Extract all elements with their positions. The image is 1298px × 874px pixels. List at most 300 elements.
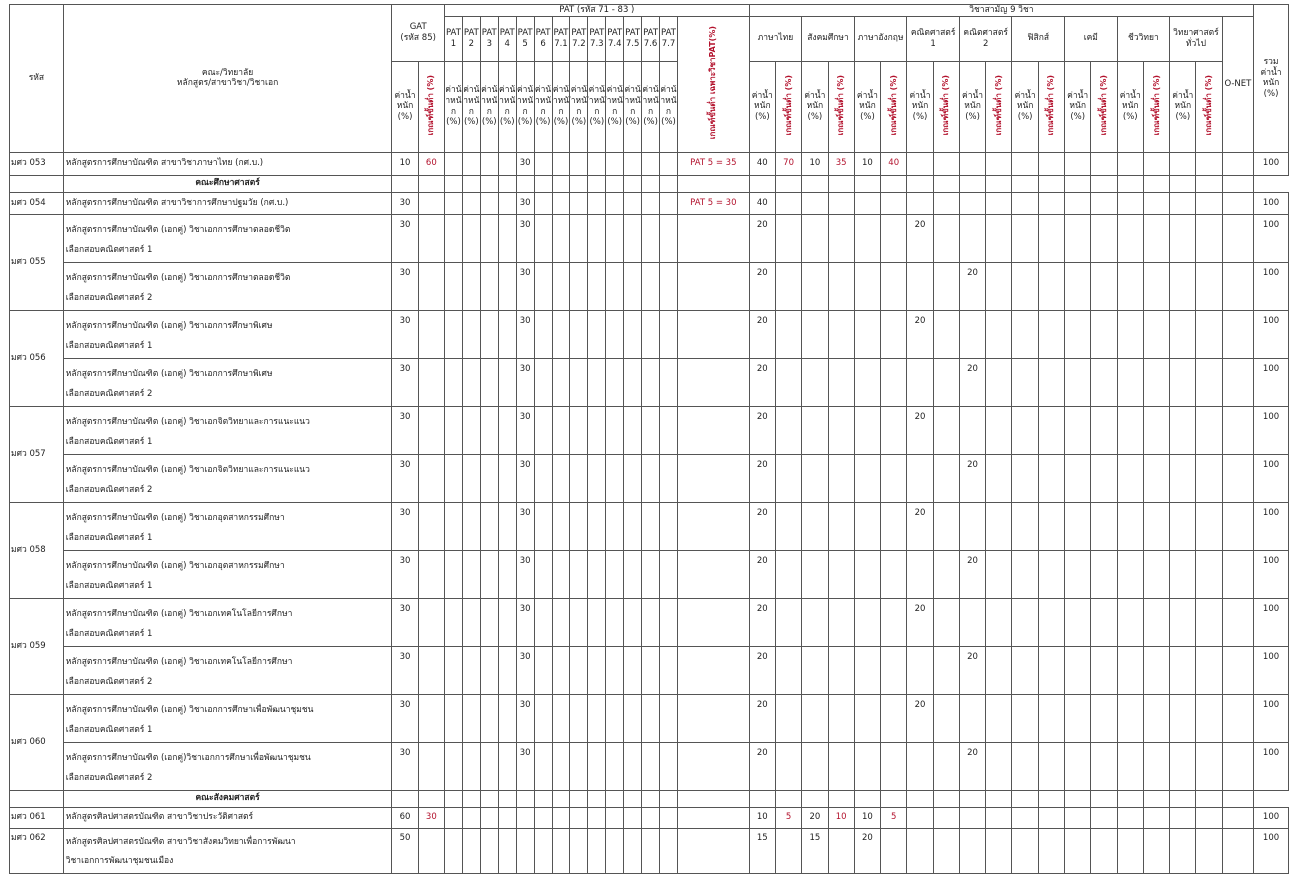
gat-weight: 30 — [392, 262, 418, 310]
subject-min — [1143, 828, 1169, 873]
gat-weight: 30 — [392, 192, 418, 214]
subject-min — [1091, 214, 1117, 262]
subject-weight: 20 — [749, 358, 775, 406]
subject-min — [1038, 742, 1064, 790]
subject-label: คณิตศาสตร์ 1 — [910, 28, 956, 49]
subject-weight: 20 — [907, 502, 933, 550]
pat-weight — [588, 598, 606, 646]
subject-min — [1038, 694, 1064, 742]
pat-min — [677, 454, 749, 502]
pat-weight — [552, 358, 570, 406]
pat-weight — [570, 807, 588, 828]
weight-label: ค่าน้ำหนัก (%) — [481, 85, 498, 128]
pat-weight — [462, 646, 480, 694]
pat-weight — [588, 214, 606, 262]
pat-weight — [462, 192, 480, 214]
pat-weight — [534, 646, 552, 694]
subject-weight — [854, 550, 880, 598]
program-line-1: หลักสูตรการศึกษาบัณฑิต (เอกคู่) วิชาเอกอุตสาหกรรมศึกษา — [65, 560, 285, 571]
subject-min — [1091, 502, 1117, 550]
blank-cell — [933, 790, 959, 807]
subject-min — [933, 454, 959, 502]
subject-weight — [802, 192, 828, 214]
pat-col-header — [660, 16, 678, 61]
pat-weight — [534, 152, 552, 175]
pat-weight — [516, 807, 534, 828]
pat-col-top: PAT — [571, 28, 587, 38]
pat-weight — [642, 502, 660, 550]
pat-weight — [606, 694, 624, 742]
program-line-2: เลือกสอบคณิตศาสตร์ 2 — [65, 388, 153, 399]
blank-cell — [1038, 175, 1064, 192]
subject-min — [1038, 807, 1064, 828]
subject-min: 5 — [881, 807, 907, 828]
subject-min — [1038, 502, 1064, 550]
subject-min — [1091, 550, 1117, 598]
pat-weight — [570, 192, 588, 214]
gat-min — [418, 502, 444, 550]
pat-weight — [462, 502, 480, 550]
blank-cell — [1012, 790, 1038, 807]
gat-weight: 10 — [392, 152, 418, 175]
pat-weight — [570, 598, 588, 646]
pat-weight — [498, 502, 516, 550]
pat-min — [677, 358, 749, 406]
pat-col-num: 7.3 — [590, 38, 604, 49]
blank-cell — [1222, 790, 1253, 807]
pat-weight — [660, 262, 678, 310]
subject-min — [828, 646, 854, 694]
subject-min — [828, 454, 854, 502]
subject-weight — [802, 406, 828, 454]
subject-weight — [854, 646, 880, 694]
pat-weight — [624, 598, 642, 646]
subject-weight — [802, 550, 828, 598]
total-weight: 100 — [1254, 550, 1289, 598]
subject-min — [1091, 358, 1117, 406]
subject-weight — [802, 646, 828, 694]
subject-min — [775, 192, 801, 214]
total-weight-header — [1254, 5, 1289, 153]
pat-weight — [606, 646, 624, 694]
blank-cell — [854, 790, 880, 807]
blank-cell — [588, 175, 606, 192]
subject-weight — [802, 262, 828, 310]
program-code: มศว 059 — [10, 598, 64, 694]
subject-weight — [1117, 646, 1143, 694]
pat-col-header — [462, 16, 480, 61]
pat-weight — [534, 406, 552, 454]
onet-weight — [1222, 807, 1253, 828]
gat-weight: 30 — [392, 406, 418, 454]
subject-min — [1196, 310, 1222, 358]
pat-weight — [624, 828, 642, 873]
program-name — [63, 742, 392, 790]
pat-col-num: 7.7 — [661, 38, 676, 49]
pat-min — [677, 646, 749, 694]
weight-header — [570, 61, 588, 152]
weight-header — [392, 61, 418, 152]
subject-min — [986, 807, 1012, 828]
pat-weight — [462, 358, 480, 406]
weight-header — [802, 61, 828, 152]
min-label: เกณฑ์ขั้นต่ำ (%) — [1204, 74, 1214, 135]
pat-weight — [570, 742, 588, 790]
pat-weight — [480, 598, 498, 646]
subject-min — [775, 502, 801, 550]
subject-weight — [1117, 502, 1143, 550]
program-name — [63, 550, 392, 598]
pat-weight — [498, 742, 516, 790]
subject-min — [881, 214, 907, 262]
subject-header — [1012, 16, 1065, 61]
subject-weight — [1170, 454, 1196, 502]
weight-label: ค่าน้ำหนัก (%) — [606, 85, 623, 128]
pat-weight — [480, 214, 498, 262]
weight-header — [624, 61, 642, 152]
subject-min — [1091, 192, 1117, 214]
pat-weight — [624, 358, 642, 406]
subject-weight: 40 — [749, 192, 775, 214]
blank-cell — [392, 175, 418, 192]
weight-label: ค่าน้ำหนัก (%) — [856, 90, 878, 122]
subject-weight — [1117, 598, 1143, 646]
program-line-1: หลักสูตรการศึกษาบัณฑิต (เอกคู่) วิชาเอกการศึกษาพิเศษ — [65, 320, 273, 331]
subject-weight — [1170, 550, 1196, 598]
pat-col-top: PAT — [445, 28, 461, 38]
pat-weight — [480, 358, 498, 406]
subject-weight — [1065, 694, 1091, 742]
weight-label: ค่าน้ำหนัก (%) — [660, 85, 677, 128]
pat-weight — [570, 310, 588, 358]
subject-min — [1143, 152, 1169, 175]
blank-cell — [1170, 175, 1196, 192]
min-label: เกณฑ์ขั้นต่ำ (%) — [1151, 74, 1161, 135]
pat-weight — [588, 192, 606, 214]
subject-min — [881, 828, 907, 873]
subject-min: 40 — [881, 152, 907, 175]
min-header — [1196, 61, 1222, 152]
subject-min — [1038, 828, 1064, 873]
subject-weight — [854, 454, 880, 502]
program-name — [63, 310, 392, 358]
subject-weight — [1117, 807, 1143, 828]
program-header-label: หลักสูตร/สาขาวิชา/วิชาเอก — [176, 78, 279, 89]
subject-weight: 20 — [959, 646, 985, 694]
pat-weight — [480, 406, 498, 454]
pat-weight — [642, 694, 660, 742]
total-weight: 100 — [1254, 598, 1289, 646]
pat-weight — [588, 742, 606, 790]
blank-cell — [444, 790, 462, 807]
subject-min — [1038, 262, 1064, 310]
weight-label: ค่าน้ำหนัก (%) — [394, 90, 416, 122]
weight-header — [444, 61, 462, 152]
subject-weight: 20 — [749, 742, 775, 790]
subject-min — [1091, 598, 1117, 646]
faculty-row — [10, 790, 1289, 807]
blank-cell — [1091, 175, 1117, 192]
pat-weight — [642, 358, 660, 406]
subject-weight: 40 — [749, 152, 775, 175]
subject-weight — [1117, 152, 1143, 175]
blank-cell — [802, 790, 828, 807]
subject-min — [828, 598, 854, 646]
subject-min — [1196, 262, 1222, 310]
subject-weight: 10 — [749, 807, 775, 828]
table-row — [10, 192, 1289, 214]
pat-min — [677, 694, 749, 742]
program-line-2: เลือกสอบคณิตศาสตร์ 1 — [65, 628, 153, 639]
pat-weight — [480, 742, 498, 790]
subject-min — [933, 358, 959, 406]
subject-weight: 10 — [854, 152, 880, 175]
subject-min — [1091, 807, 1117, 828]
weight-label: ค่าน้ำหนัก (%) — [1014, 90, 1036, 122]
pat-weight — [552, 646, 570, 694]
pat-min: PAT 5 = 30 — [677, 192, 749, 214]
weight-label: ค่าน้ำหนัก (%) — [552, 85, 570, 128]
weight-header — [462, 61, 480, 152]
subject-weight — [1170, 828, 1196, 873]
pat-weight — [660, 152, 678, 175]
pat-weight — [588, 828, 606, 873]
pat-weight — [624, 406, 642, 454]
weight-label: ค่าน้ำหนัก (%) — [588, 85, 605, 128]
subject-min — [881, 550, 907, 598]
pat-weight: 30 — [516, 454, 534, 502]
subject-min — [881, 598, 907, 646]
gat-weight: 30 — [392, 358, 418, 406]
subject-header — [1065, 16, 1118, 61]
subject-weight — [1170, 192, 1196, 214]
gat-min — [418, 406, 444, 454]
blank-cell — [1091, 790, 1117, 807]
weight-header — [498, 61, 516, 152]
subject-weight — [959, 214, 985, 262]
pat-col-header — [570, 16, 588, 61]
program-code: มศว 056 — [10, 310, 64, 406]
pat-weight — [534, 358, 552, 406]
pat-col-top: PAT — [607, 28, 623, 38]
subject-weight — [1117, 550, 1143, 598]
subject-min — [1091, 742, 1117, 790]
gat-min — [418, 262, 444, 310]
pat-weight — [642, 262, 660, 310]
subject-weight — [959, 152, 985, 175]
subject-weight: 20 — [907, 214, 933, 262]
min-label: เกณฑ์ขั้นต่ำ (%) — [783, 74, 793, 135]
pat-weight — [480, 192, 498, 214]
pat-col-top: PAT — [499, 28, 515, 38]
pat-weight — [588, 550, 606, 598]
weight-label: ค่าน้ำหนัก (%) — [1067, 90, 1089, 122]
gat-weight: 30 — [392, 646, 418, 694]
onet-weight — [1222, 152, 1253, 175]
subject-min — [1196, 694, 1222, 742]
subject-min — [1196, 192, 1222, 214]
subject-weight — [1065, 406, 1091, 454]
subject-weight — [1012, 358, 1038, 406]
pat-weight — [462, 828, 480, 873]
pat-col-header — [552, 16, 570, 61]
blank-cell — [624, 175, 642, 192]
pat-weight — [588, 262, 606, 310]
program-line-2: เลือกสอบคณิตศาสตร์ 1 — [65, 244, 153, 255]
subject-min — [1196, 454, 1222, 502]
subject-weight — [802, 310, 828, 358]
pat-weight — [588, 694, 606, 742]
subject-weight — [1117, 694, 1143, 742]
pat-min — [677, 598, 749, 646]
pat-col-num: 7.5 — [625, 38, 640, 49]
weight-header — [660, 61, 678, 152]
subject-min — [1196, 742, 1222, 790]
pat-min — [677, 310, 749, 358]
weight-header — [1170, 61, 1196, 152]
subject-weight — [907, 262, 933, 310]
pat-weight — [498, 358, 516, 406]
pat-weight — [480, 550, 498, 598]
pat-weight — [534, 828, 552, 873]
blank-cell — [1065, 790, 1091, 807]
program-code: มศว 057 — [10, 406, 64, 502]
pat-weight — [480, 646, 498, 694]
pat-weight — [444, 550, 462, 598]
total-weight: 100 — [1254, 646, 1289, 694]
pat-weight — [444, 807, 462, 828]
subject-weight: 20 — [907, 694, 933, 742]
blank-cell — [933, 175, 959, 192]
weight-header — [749, 61, 775, 152]
pat-weight — [606, 406, 624, 454]
blank-cell — [588, 790, 606, 807]
subject-min — [933, 742, 959, 790]
subject-min — [1038, 406, 1064, 454]
total-weight: 100 — [1254, 406, 1289, 454]
gat-header — [392, 5, 445, 62]
min-label: เกณฑ์ขั้นต่ำ (%) — [836, 74, 846, 135]
blank-cell — [480, 175, 498, 192]
subject-min — [1091, 406, 1117, 454]
weight-label: ค่าน้ำหนัก (%) — [463, 85, 480, 128]
pat-weight — [552, 262, 570, 310]
pat-weight — [444, 742, 462, 790]
subject-weight: 15 — [749, 828, 775, 873]
blank-cell — [462, 790, 480, 807]
pat-weight — [552, 828, 570, 873]
pat-col-num: 4 — [504, 38, 510, 49]
subject-min — [775, 406, 801, 454]
header-row-1 — [10, 5, 1289, 17]
program-name: หลักสูตรการศึกษาบัณฑิต สาขาวิชาภาษาไทย (กศ.บ.) — [63, 152, 392, 175]
program-code: มศว 055 — [10, 214, 64, 310]
pat-weight — [444, 454, 462, 502]
pat-weight — [624, 550, 642, 598]
subject-weight — [959, 310, 985, 358]
pat-col-header — [444, 16, 462, 61]
admission-table-page — [9, 4, 1289, 874]
subject-min — [828, 310, 854, 358]
subject-weight — [907, 358, 933, 406]
subject-weight — [1170, 502, 1196, 550]
subject-min — [1143, 598, 1169, 646]
weight-label: ค่าน้ำหนัก (%) — [1119, 90, 1141, 122]
subject-min — [1143, 358, 1169, 406]
gat-min — [418, 742, 444, 790]
subject-min — [933, 192, 959, 214]
pat-min — [677, 550, 749, 598]
subject-weight — [1065, 214, 1091, 262]
subject-min — [1091, 454, 1117, 502]
subject-weight — [1170, 214, 1196, 262]
pat-weight — [642, 807, 660, 828]
subject-weight — [907, 807, 933, 828]
onet-weight — [1222, 598, 1253, 646]
subject-weight: 20 — [959, 742, 985, 790]
subject-min — [881, 310, 907, 358]
blank-cell — [1012, 175, 1038, 192]
min-header — [986, 61, 1012, 152]
total-weight: 100 — [1254, 310, 1289, 358]
subject-min — [986, 192, 1012, 214]
subject-min — [1196, 502, 1222, 550]
pat-weight: 30 — [516, 152, 534, 175]
pat-weight — [606, 310, 624, 358]
gat-min — [418, 598, 444, 646]
weight-label: ค่าน้ำหนัก (%) — [804, 90, 826, 122]
blank-cell — [498, 175, 516, 192]
pat-col-top: PAT — [481, 28, 497, 38]
subject-weight — [1170, 262, 1196, 310]
subject-weight — [1170, 646, 1196, 694]
pat-weight — [588, 406, 606, 454]
subject-min — [1196, 807, 1222, 828]
subject-min — [933, 406, 959, 454]
subject-min — [986, 310, 1012, 358]
subject-min — [986, 502, 1012, 550]
min-header — [1143, 61, 1169, 152]
subject-label: ฟิสิกส์ — [1027, 33, 1050, 44]
subject-weight: 20 — [749, 310, 775, 358]
weight-header — [588, 61, 606, 152]
subject-weight — [959, 598, 985, 646]
subject-min — [828, 262, 854, 310]
pat-weight — [660, 502, 678, 550]
pat-weight — [534, 550, 552, 598]
program-line-2: เลือกสอบคณิตศาสตร์ 1 — [65, 436, 153, 447]
blank-cell — [624, 790, 642, 807]
pat-weight — [642, 454, 660, 502]
pat-col-top: PAT — [463, 28, 479, 38]
blank-cell — [959, 790, 985, 807]
pat-weight — [588, 152, 606, 175]
subject-min — [933, 310, 959, 358]
pat-col-top: PAT — [535, 28, 551, 38]
subject-weight: 20 — [854, 828, 880, 873]
subject-weight — [1065, 742, 1091, 790]
subject-header — [749, 16, 802, 61]
program-line-2: เลือกสอบคณิตศาสตร์ 1 — [65, 580, 153, 591]
pat-weight — [462, 262, 480, 310]
pat-weight — [660, 694, 678, 742]
program-name — [63, 828, 392, 873]
gat-min — [418, 454, 444, 502]
pat-weight — [606, 598, 624, 646]
subject-min — [775, 262, 801, 310]
blank-cell — [642, 790, 660, 807]
nine-subjects-group-header: วิชาสามัญ 9 วิชา — [749, 5, 1253, 17]
